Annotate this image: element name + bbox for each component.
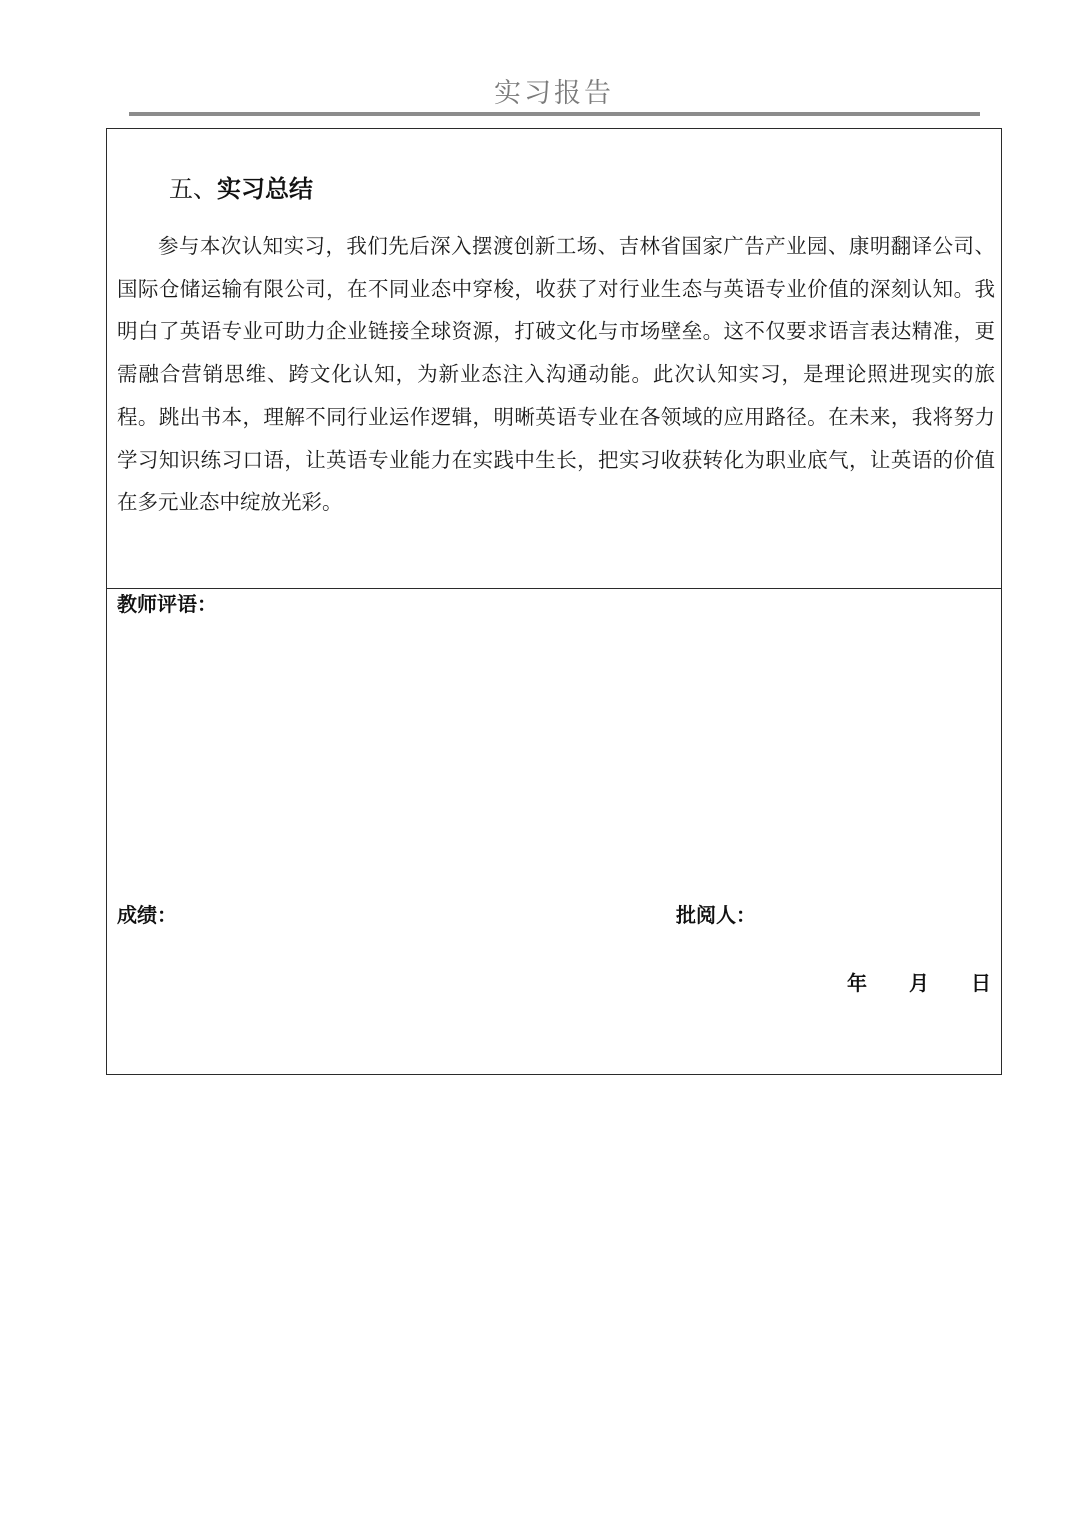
report-table [106, 128, 1002, 1075]
summary-section [107, 129, 1001, 589]
section-title: 实习总结 [217, 175, 313, 203]
teacher-evaluation-section [107, 589, 1001, 1074]
grade-label: 成绩： [117, 903, 177, 927]
date-year-label: 年 [847, 971, 867, 995]
date-month-label: 月 [909, 971, 929, 995]
header-divider [129, 112, 980, 116]
summary-paragraph: 参与本次认知实习，我们先后深入摆渡创新工场、吉林省国家广告产业园、康明翻译公司、国际仓储运输有限公司，在不同业态中穿梭，收获了对行业生态与英语专业价值的深刻认知。我明白了英语专业可助力企业链接全球资源，打破文化与市场壁垒。这不仅要求语言表达精准，更需融合营销思维、跨文化认知，为新业态注入沟通动能。此次认知实习，是理论照进现实的旅程。跳出书本，理解不同行业运作逻辑，明晰英语专业在各领域的应用路径。在未来，我将努力学习知识练习口语，让英语专业能力在实践中生长，把实习收获转化为职业底气，让英语的价值在多元业态中绽放光彩。 [117, 234, 995, 515]
teacher-comment-label: 教师评语： [117, 592, 217, 616]
date-row [847, 968, 992, 998]
section-number: 五、 [169, 175, 217, 203]
reviewer-label: 批阅人： [676, 903, 756, 927]
date-day-label: 日 [971, 971, 991, 995]
page-header-title: 实习报告 [494, 78, 614, 109]
section-heading [169, 172, 313, 206]
